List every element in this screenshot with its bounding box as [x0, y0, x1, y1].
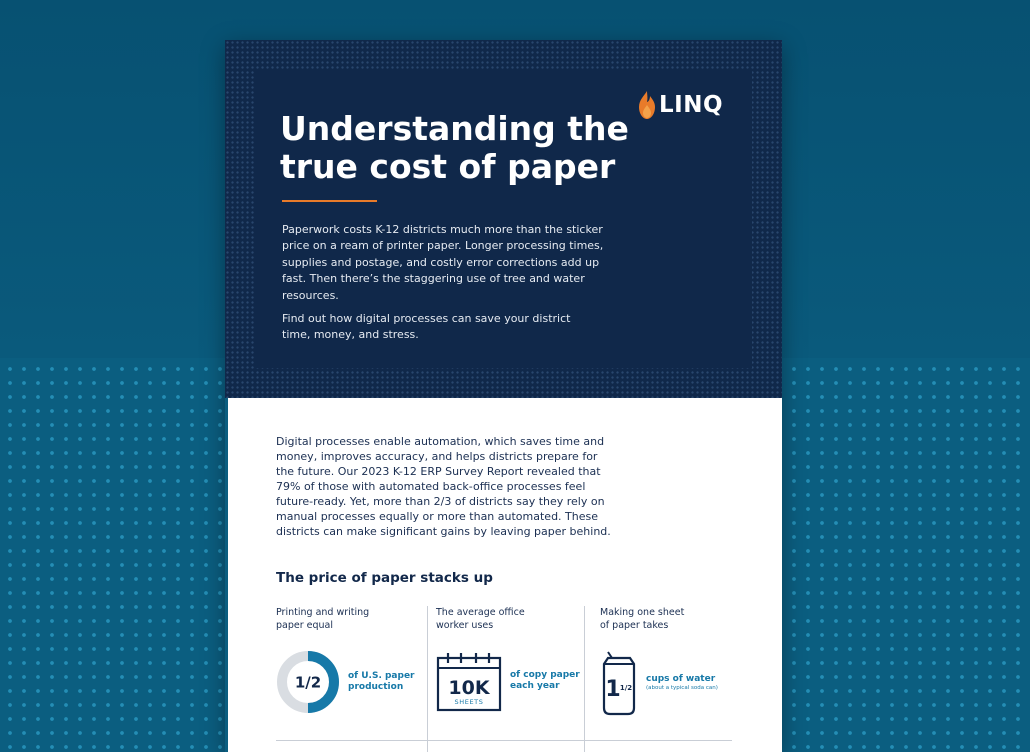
- water-value-whole: 1: [605, 677, 621, 702]
- intro-paragraph: Digital processes enable automation, which saves time and money, improves accuracy, and helps districts prepare for the future. Our 2023 K-12 ERP Survey Report revealed that 79% of those with automated back-office processes feel future-ready. Yet, more than 2/3 of districts say they rely on manual processes equally or more than automated. These districts can make significant gains by leaving paper behind.: [276, 435, 611, 538]
- donut-chart-icon: [276, 650, 340, 714]
- stat-sheets-per-year: [436, 606, 584, 741]
- stat-description: of U.S. paper production: [348, 671, 415, 692]
- stat-label: Making one sheet of paper takes: [600, 607, 685, 631]
- water-value-fraction: 1/2: [619, 684, 633, 692]
- donut-value: 1/2: [294, 673, 322, 692]
- soda-can-icon: [600, 650, 638, 716]
- stat-label: Printing and writing paper equal: [276, 607, 370, 631]
- stat-label: The average office worker uses: [436, 607, 525, 631]
- stat-description: cups of water (about a typical soda can): [646, 674, 718, 691]
- hero-paragraph-1: Paperwork costs K-12 districts much more than the sticker price on a ream of printer paper. Longer processing times, supplies and postage, and costly error corrections add up fast. Then there’s the staggering use of tree and water resources.: [282, 223, 604, 302]
- content-section: [228, 398, 782, 752]
- title-line-2: true cost of paper: [280, 147, 616, 186]
- stat-paper-production: [276, 606, 426, 741]
- hero-section: [225, 40, 782, 398]
- column-divider: [427, 606, 428, 752]
- row-divider: [276, 740, 732, 741]
- logo-text: LINQ: [659, 92, 724, 118]
- title-underline: [282, 200, 377, 202]
- title-line-1: Understanding the: [280, 109, 629, 148]
- sheets-value: 10K: [448, 677, 490, 699]
- section-title: The price of paper stacks up: [276, 570, 493, 586]
- stat-description: of copy paper each year: [510, 670, 580, 691]
- hero-paragraph-2: Find out how digital processes can save your district time, money, and stress.: [282, 312, 571, 342]
- stat-note: (about a typical soda can): [646, 685, 718, 691]
- column-divider: [584, 606, 585, 752]
- stat-water-per-sheet: [600, 606, 740, 741]
- page-title: [280, 110, 660, 186]
- document-page: [225, 40, 782, 752]
- sheets-unit: SHEETS: [454, 698, 484, 706]
- calendar-icon: [436, 650, 502, 712]
